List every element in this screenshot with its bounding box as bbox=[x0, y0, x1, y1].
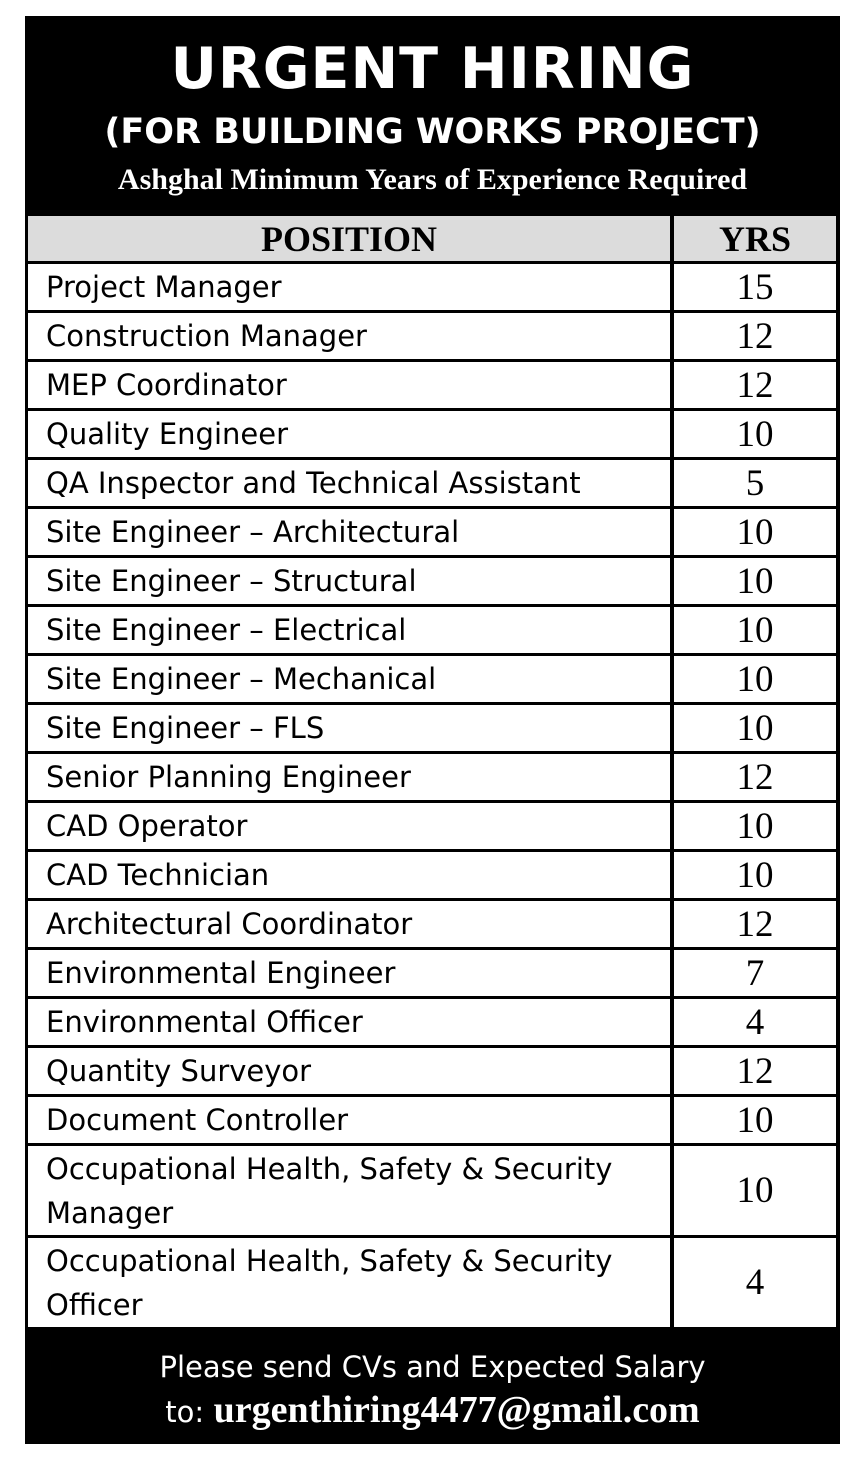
years-cell: 12 bbox=[674, 362, 836, 408]
positions-table bbox=[28, 216, 838, 1330]
years-cell: 4 bbox=[674, 999, 836, 1045]
position-cell: Document Controller bbox=[28, 1097, 670, 1143]
to-label: to: bbox=[165, 1395, 205, 1429]
table-row bbox=[28, 558, 838, 604]
table-row bbox=[28, 1048, 838, 1094]
table-row bbox=[28, 460, 838, 506]
ad-subtitle: (FOR BUILDING WORKS PROJECT) bbox=[104, 112, 761, 152]
years-cell: 10 bbox=[674, 803, 836, 849]
table-row bbox=[28, 411, 838, 457]
table-row bbox=[28, 852, 838, 898]
years-cell: 7 bbox=[674, 950, 836, 996]
years-cell: 10 bbox=[674, 1146, 836, 1235]
years-cell: 4 bbox=[674, 1238, 836, 1327]
years-cell: 12 bbox=[674, 1048, 836, 1094]
position-cell: MEP Coordinator bbox=[28, 362, 670, 408]
table-row bbox=[28, 313, 838, 359]
table-row bbox=[28, 999, 838, 1045]
position-cell: Project Manager bbox=[28, 264, 670, 310]
table-row bbox=[28, 1238, 838, 1327]
table-row bbox=[28, 1146, 838, 1235]
position-cell: Site Engineer – Architectural bbox=[28, 509, 670, 555]
position-cell: CAD Technician bbox=[28, 852, 670, 898]
years-cell: 15 bbox=[674, 264, 836, 310]
job-advertisement bbox=[25, 16, 840, 1444]
position-cell: Construction Manager bbox=[28, 313, 670, 359]
table-row bbox=[28, 362, 838, 408]
position-cell: Site Engineer – Electrical bbox=[28, 607, 670, 653]
position-cell: Quantity Surveyor bbox=[28, 1048, 670, 1094]
position-column-header: POSITION bbox=[28, 216, 670, 261]
years-column-header: YRS bbox=[674, 216, 836, 261]
position-cell: QA Inspector and Technical Assistant bbox=[28, 460, 670, 506]
position-cell: CAD Operator bbox=[28, 803, 670, 849]
table-row bbox=[28, 1097, 838, 1143]
table-row bbox=[28, 509, 838, 555]
years-cell: 12 bbox=[674, 313, 836, 359]
position-cell: Occupational Health, Safety & Security Manager bbox=[28, 1146, 670, 1235]
position-cell: Site Engineer – Mechanical bbox=[28, 656, 670, 702]
table-row bbox=[28, 705, 838, 751]
years-cell: 12 bbox=[674, 754, 836, 800]
table-row bbox=[28, 656, 838, 702]
table-header-row bbox=[28, 216, 838, 261]
table-row bbox=[28, 754, 838, 800]
years-cell: 5 bbox=[674, 460, 836, 506]
cv-instruction: Please send CVs and Expected Salary bbox=[159, 1350, 706, 1384]
table-row bbox=[28, 950, 838, 996]
years-cell: 10 bbox=[674, 852, 836, 898]
position-cell: Environmental Engineer bbox=[28, 950, 670, 996]
contact-footer bbox=[25, 1347, 840, 1435]
contact-email-line bbox=[25, 1387, 840, 1435]
position-cell: Architectural Coordinator bbox=[28, 901, 670, 947]
table-row bbox=[28, 901, 838, 947]
table-row bbox=[28, 607, 838, 653]
position-cell: Site Engineer – Structural bbox=[28, 558, 670, 604]
years-cell: 12 bbox=[674, 901, 836, 947]
years-cell: 10 bbox=[674, 656, 836, 702]
ad-title: URGENT HIRING bbox=[170, 36, 695, 102]
table-row bbox=[28, 264, 838, 310]
position-cell: Site Engineer – FLS bbox=[28, 705, 670, 751]
table-row bbox=[28, 803, 838, 849]
years-cell: 10 bbox=[674, 509, 836, 555]
years-cell: 10 bbox=[674, 1097, 836, 1143]
position-cell: Quality Engineer bbox=[28, 411, 670, 457]
position-cell: Occupational Health, Safety & Security Officer bbox=[28, 1238, 670, 1327]
contact-email[interactable]: urgenthiring4477@gmail.com bbox=[213, 1389, 700, 1431]
years-cell: 10 bbox=[674, 607, 836, 653]
experience-note: Ashghal Minimum Years of Experience Required bbox=[117, 163, 748, 196]
position-cell: Environmental Officer bbox=[28, 999, 670, 1045]
position-cell: Senior Planning Engineer bbox=[28, 754, 670, 800]
years-cell: 10 bbox=[674, 558, 836, 604]
years-cell: 10 bbox=[674, 705, 836, 751]
years-cell: 10 bbox=[674, 411, 836, 457]
